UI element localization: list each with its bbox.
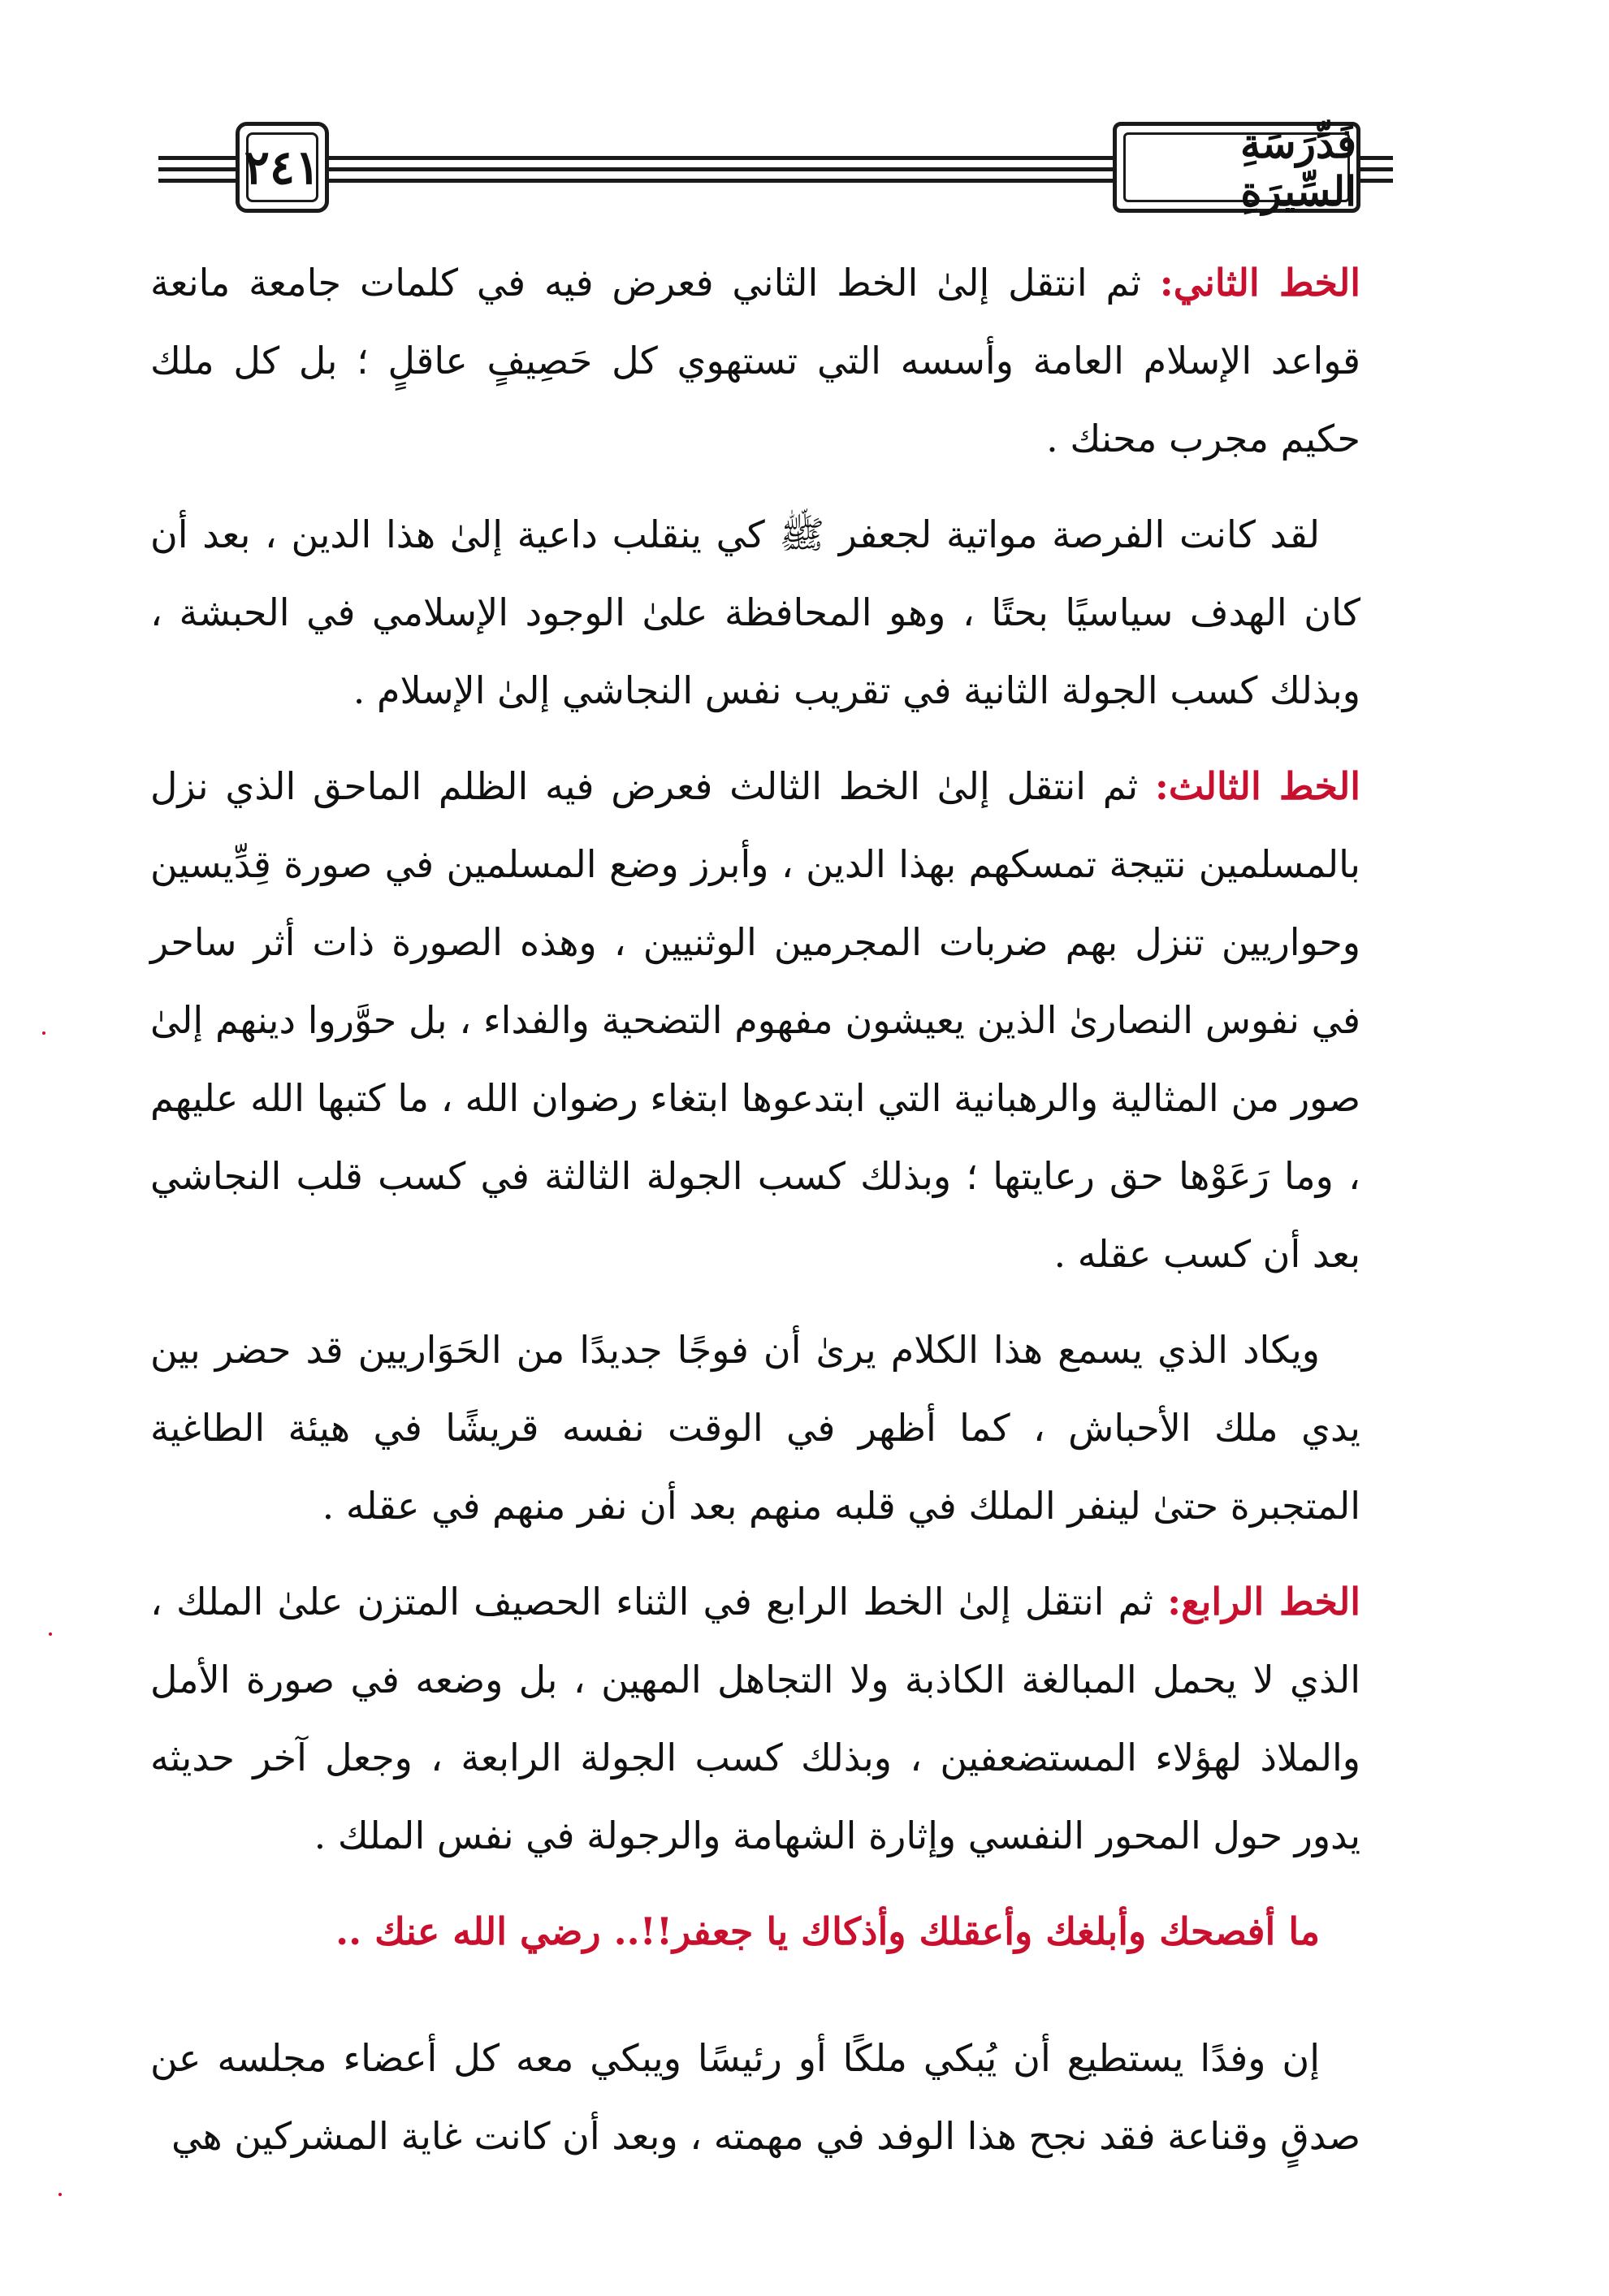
paragraph-jafar-opportunity bbox=[150, 495, 1360, 729]
header-rule bbox=[1360, 156, 1393, 160]
paragraph-text: ويكاد الذي يسمع هذا الكلام يرىٰ أن فوجًا جديدًا من الحَوَاريين قد حضر بين يدي ملك الأحباش ، كما أظهر في الوقت نفسه قريشًا في هيئة الطاغية المتجبرة حتىٰ لينفر الملك في قلبه منهم بعد أن نفر منهم في عقله . bbox=[150, 1328, 1360, 1528]
paragraph-text: ثم انتقل إلىٰ الخط الثالث فعرض فيه الظلم الماحق الذي نزل بالمسلمين نتيجة تمسكهم بهذا الدين ، وأبرز وضع المسلمين في صورة قِدِّيسين وحواريين تنزل بهم ضربات المجرمين الوثنيين ، وهذه الصورة ذات أثر ساحر في نفوس النصارىٰ الذين يعيشون مفهوم التضحية والفداء ، بل حوَّروا دينهم إلىٰ صور من المثالية والرهبانية التي ابتدعوها ابتغاء رضوان الله ، ما كتبها الله عليهم ، وما رَعَوْها حق رعايتها ؛ وبذلك كسب الجولة الثالثة في كسب قلب النجاشي بعد أن كسب عقله . bbox=[150, 764, 1360, 1276]
page-header bbox=[158, 119, 1377, 219]
exclamation-line: ما أفصحك وأبلغك وأعقلك وأذكاك يا جعفر!!.. رضي الله عنك .. bbox=[335, 1909, 1320, 1953]
header-rule bbox=[158, 156, 236, 160]
paragraph-text: ثم انتقل إلىٰ الخط الثاني فعرض فيه في كلمات جامعة مانعة قواعد الإسلام العامة وأسسه التي تستهوي كل حَصِيفٍ عاقلٍ ؛ بل كل ملك حكيم مجرب محنك . bbox=[150, 261, 1360, 460]
book-title-frame bbox=[1113, 119, 1360, 215]
margin-mark bbox=[42, 1031, 45, 1035]
paragraph-text: ثم انتقل إلىٰ الخط الرابع في الثناء الحصيف المتزن علىٰ الملك ، الذي لا يحمل المبالغة الكاذبة ولا التجاهل المهين ، بل وضعه في صورة الأمل والملاذ لهؤلاء المستضعفين ، وبذلك كسب الجولة الرابعة ، وجعل آخر حديثه يدور حول المحور النفسي وإثارة الشهامة والرجولة في نفس الملك . bbox=[150, 1580, 1360, 1857]
margin-mark bbox=[49, 1632, 52, 1636]
header-rule bbox=[329, 179, 1113, 183]
paragraph-fourth-line bbox=[150, 1563, 1360, 1874]
header-rule bbox=[329, 156, 1113, 160]
header-rule bbox=[1360, 167, 1393, 171]
book-title: فَدِّرَسَةِ السِّيرَةِ bbox=[1240, 119, 1356, 215]
paragraph-text: لقد كانت الفرصة مواتية لجعفر ﷺ كي ينقلب داعية إلىٰ هذا الدين ، بعد أن كان الهدف سياسيًا بحتًا ، وهو المحافظة علىٰ الوجود الإسلامي في الحبشة ، وبذلك كسب الجولة الثانية في تقريب نفس النجاشي إلىٰ الإسلام . bbox=[150, 512, 1360, 712]
closing-paragraph: إن وفدًا يستطيع أن يُبكي ملكًا أو رئيسًا ويبكي معه كل أعضاء مجلسه عن صدقٍ وقناعة فقد نجح هذا الوفد في مهمته ، وبعد أن كانت غاية المشركين هي bbox=[150, 2036, 1360, 2158]
header-rule bbox=[329, 167, 1113, 171]
margin-mark bbox=[58, 2193, 62, 2196]
page-content bbox=[150, 244, 1360, 2193]
page-number-badge bbox=[236, 122, 329, 213]
page-number: ٢٤١ bbox=[244, 140, 321, 195]
paragraph-second-line bbox=[150, 244, 1360, 478]
header-rule bbox=[158, 179, 236, 183]
paragraph-keyword: الخط الرابع: bbox=[1167, 1580, 1361, 1624]
paragraph-keyword: الخط الثالث: bbox=[1154, 764, 1360, 808]
paragraph-keyword: الخط الثاني: bbox=[1159, 261, 1361, 305]
header-rule bbox=[158, 167, 236, 171]
paragraph-new-apostles bbox=[150, 1311, 1360, 1545]
header-rule bbox=[1360, 179, 1393, 183]
paragraph-third-line bbox=[150, 747, 1360, 1293]
